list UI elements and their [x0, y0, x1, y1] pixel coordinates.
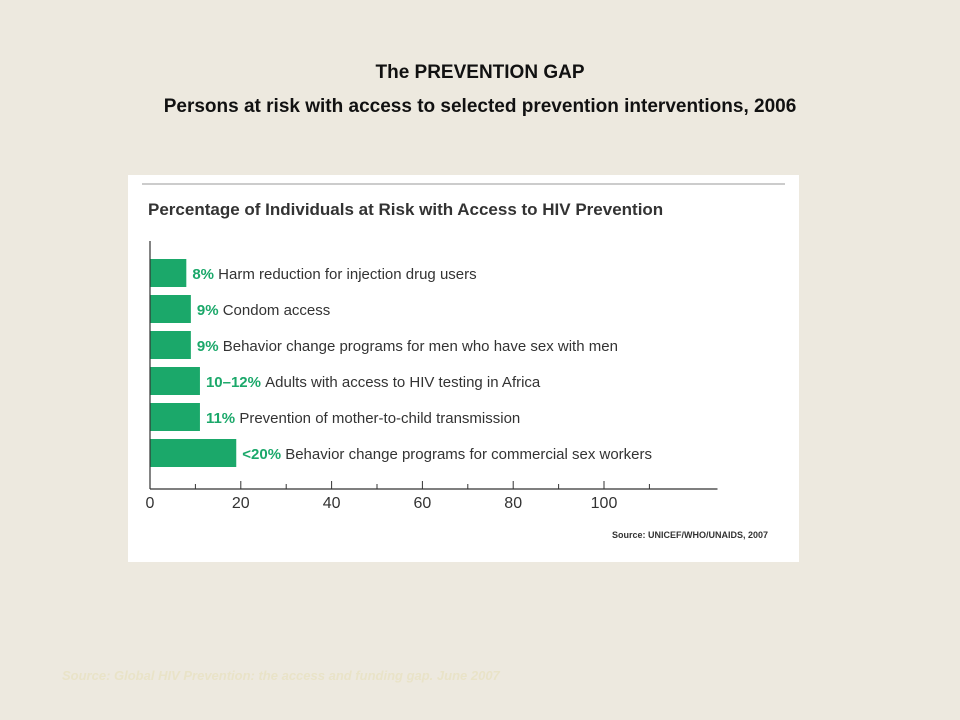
bar-label: [206, 374, 541, 391]
bar-category-label: Condom access: [222, 302, 331, 319]
chart-card: [128, 175, 799, 562]
bars-group: [150, 259, 652, 467]
x-tick-label: 100: [590, 495, 618, 512]
bar: [150, 403, 200, 431]
bar: [150, 259, 186, 287]
bar-category-label: Adults with access to HIV testing in Africa: [265, 374, 541, 391]
slide-title: The PREVENTION GAP: [375, 62, 585, 83]
bar-value-label: 9%: [196, 338, 223, 355]
bar-label: [206, 410, 520, 427]
bar-value-label: 11%: [205, 410, 240, 427]
bar-category-label: Behavior change programs for commercial sex workers: [285, 446, 653, 463]
bar-category-label: Behavior change programs for men who have sex with men: [222, 338, 618, 355]
slide-subtitle: Persons at risk with access to selected prevention interventions, 2006: [163, 96, 797, 117]
footer-source: Source: Global HIV Prevention: the access and funding gap. June 2007: [62, 668, 500, 683]
bar: [150, 439, 236, 467]
bar-value-label: <20%: [242, 446, 286, 463]
bar-chart: [128, 175, 799, 562]
bar: [150, 331, 191, 359]
bar: [150, 367, 200, 395]
x-tick-label: 0: [145, 495, 155, 512]
slide-title-block: [0, 60, 960, 120]
bar-label: [192, 266, 476, 283]
chart-source: Source: UNICEF/WHO/UNAIDS, 2007: [611, 530, 768, 540]
bar-label: [197, 338, 618, 355]
chart-title: Percentage of Individuals at Risk with Access to HIV Prevention: [148, 200, 664, 219]
x-tick-label: 80: [504, 495, 523, 512]
bar-value-label: 8%: [192, 266, 219, 283]
x-tick-label: 60: [413, 495, 432, 512]
bar-value-label: 9%: [196, 302, 223, 319]
bar: [150, 295, 191, 323]
x-tick-label: 20: [231, 495, 250, 512]
bar-label: [197, 302, 330, 319]
bar-label: [242, 446, 652, 463]
bar-category-label: Prevention of mother-to-child transmission: [239, 410, 521, 427]
x-tick-label: 40: [322, 495, 341, 512]
bar-value-label: 10–12%: [205, 374, 266, 391]
bar-category-label: Harm reduction for injection drug users: [218, 266, 477, 283]
